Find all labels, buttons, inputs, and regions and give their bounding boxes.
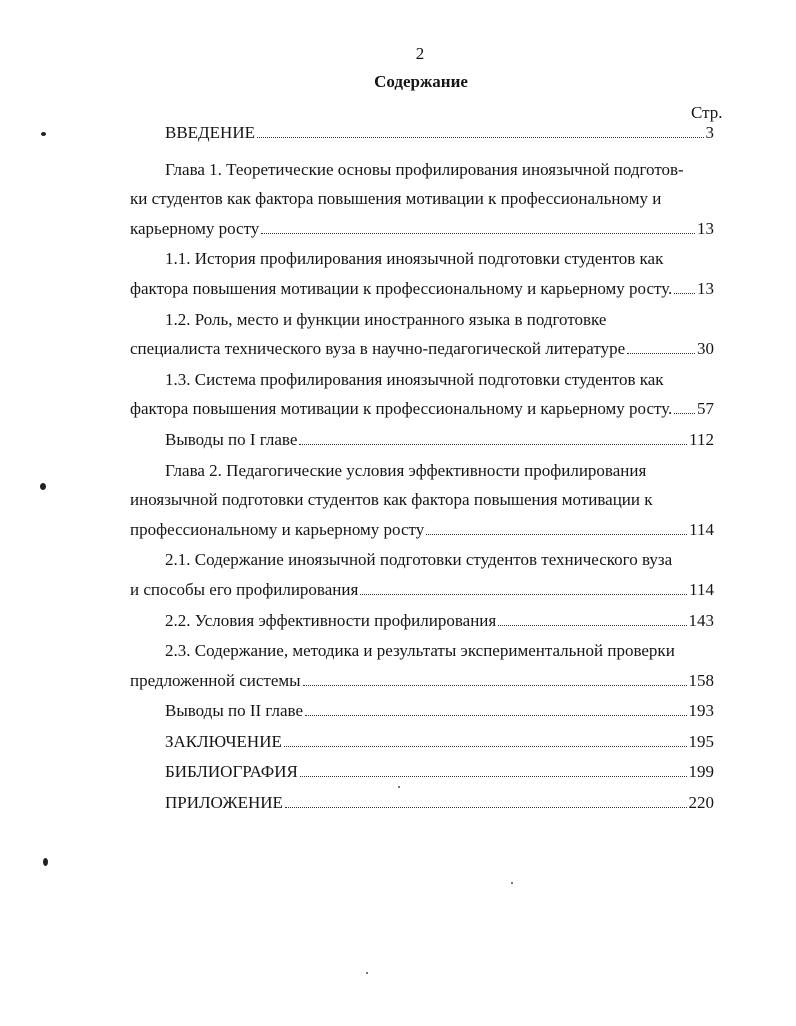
scan-speck — [366, 972, 368, 974]
dot-leader — [305, 715, 686, 716]
toc-entry-text: 2.2. Условия эффективности профилирования — [165, 610, 497, 630]
scan-mark — [40, 483, 46, 490]
toc-entry-section-1-1 — [130, 244, 714, 303]
toc-entry-text: Выводы по II главе — [165, 701, 304, 721]
toc-entry-text: 1.2. Роль, место и функции иностранного языка в подготовке — [165, 309, 607, 329]
dot-leader — [285, 807, 687, 808]
dot-leader — [360, 594, 687, 595]
toc-entry-text: фактора повышения мотивации к профессиональному и карьерному росту. — [130, 399, 673, 419]
toc-entry-text: 2.3. Содержание, методика и результаты экспериментальной проверки — [165, 641, 675, 661]
scan-speck — [398, 786, 400, 788]
scan-speck — [511, 882, 513, 884]
table-of-contents — [130, 118, 714, 818]
toc-entry-page: 112 — [689, 429, 714, 449]
toc-entry-text: ВВЕДЕНИЕ — [165, 123, 255, 142]
toc-entry-bibliography — [130, 757, 714, 787]
toc-entry-text: ПРИЛОЖЕНИЕ — [165, 793, 283, 813]
toc-entry-text: предложенной системы — [130, 670, 301, 690]
toc-entry-text: ки студентов как фактора повышения мотивации к профессиональному и — [130, 189, 662, 209]
dot-leader — [303, 685, 687, 686]
toc-entry-chapter-2 — [130, 456, 714, 545]
toc-entry-text: специалиста технического вуза в научно-педагогической литературе — [130, 339, 626, 359]
toc-entry-section-2-2 — [130, 606, 714, 636]
toc-entry-text: ЗАКЛЮЧЕНИЕ — [165, 731, 282, 751]
toc-entry-text: Глава 1. Теоретические основы профилирования иноязычной подготов- — [165, 159, 684, 179]
toc-entry-page: 13 — [697, 278, 714, 298]
toc-entry-page: 57 — [697, 399, 714, 419]
toc-entry-text: профессиональному и карьерному росту — [130, 519, 425, 539]
page-title: Содержание — [374, 72, 468, 91]
dot-leader — [284, 746, 687, 747]
toc-entry-page: 220 — [688, 793, 714, 813]
toc-entry-conclusions-2 — [130, 696, 714, 726]
toc-entry-section-1-3 — [130, 365, 714, 424]
toc-entry-text: 1.1. История профилирования иноязычной подготовки студентов как — [165, 249, 664, 269]
scan-mark — [43, 858, 48, 866]
toc-entry-text: и способы его профилирования — [130, 579, 359, 599]
dot-leader — [674, 413, 695, 414]
toc-entry-text: иноязычной подготовки студентов как фактора повышения мотивации к — [130, 490, 653, 510]
dot-leader — [674, 293, 695, 294]
toc-entry-page: 13 — [697, 218, 714, 238]
toc-entry-conclusion — [130, 727, 714, 757]
dot-leader — [257, 137, 704, 138]
toc-entry-page: 143 — [688, 610, 714, 630]
toc-entry-text: фактора повышения мотивации к профессиональному и карьерному росту. — [130, 278, 673, 298]
dot-leader — [498, 625, 686, 626]
toc-entry-page: 158 — [688, 670, 714, 690]
toc-entry-text: Выводы по I главе — [165, 429, 298, 449]
dot-leader — [627, 353, 695, 354]
toc-entry-page: 3 — [705, 123, 714, 142]
toc-entry-page: 195 — [688, 731, 714, 751]
dot-leader — [261, 233, 695, 234]
toc-entry-page: 199 — [688, 762, 714, 782]
toc-entry-page: 30 — [697, 339, 714, 359]
toc-entry-appendix — [130, 788, 714, 818]
toc-entry-section-2-3 — [130, 636, 714, 695]
dot-leader — [300, 776, 687, 777]
toc-entry-text: карьерному росту — [130, 218, 260, 238]
dot-leader — [299, 444, 687, 445]
toc-entry-page: 193 — [688, 701, 714, 721]
toc-entry-text: 2.1. Содержание иноязычной подготовки студентов технического вуза — [165, 550, 673, 570]
dot-leader — [426, 534, 687, 535]
toc-entry-page: 114 — [689, 579, 714, 599]
page-number: 2 — [415, 44, 425, 63]
toc-entry-conclusions-1 — [130, 425, 714, 455]
toc-entry-chapter-1 — [130, 155, 714, 244]
toc-entry-section-1-2 — [130, 305, 714, 364]
scan-mark — [41, 132, 46, 136]
toc-entry-text: Глава 2. Педагогические условия эффективности профилирования — [165, 460, 647, 480]
page-column-header: Стр. — [691, 103, 723, 122]
toc-entry-section-2-1 — [130, 545, 714, 604]
toc-entry-text: 1.3. Система профилирования иноязычной подготовки студентов как — [165, 369, 664, 389]
toc-entry-page: 114 — [689, 519, 714, 539]
toc-entry-introduction — [130, 118, 714, 148]
toc-entry-text: БИБЛИОГРАФИЯ — [165, 762, 298, 782]
